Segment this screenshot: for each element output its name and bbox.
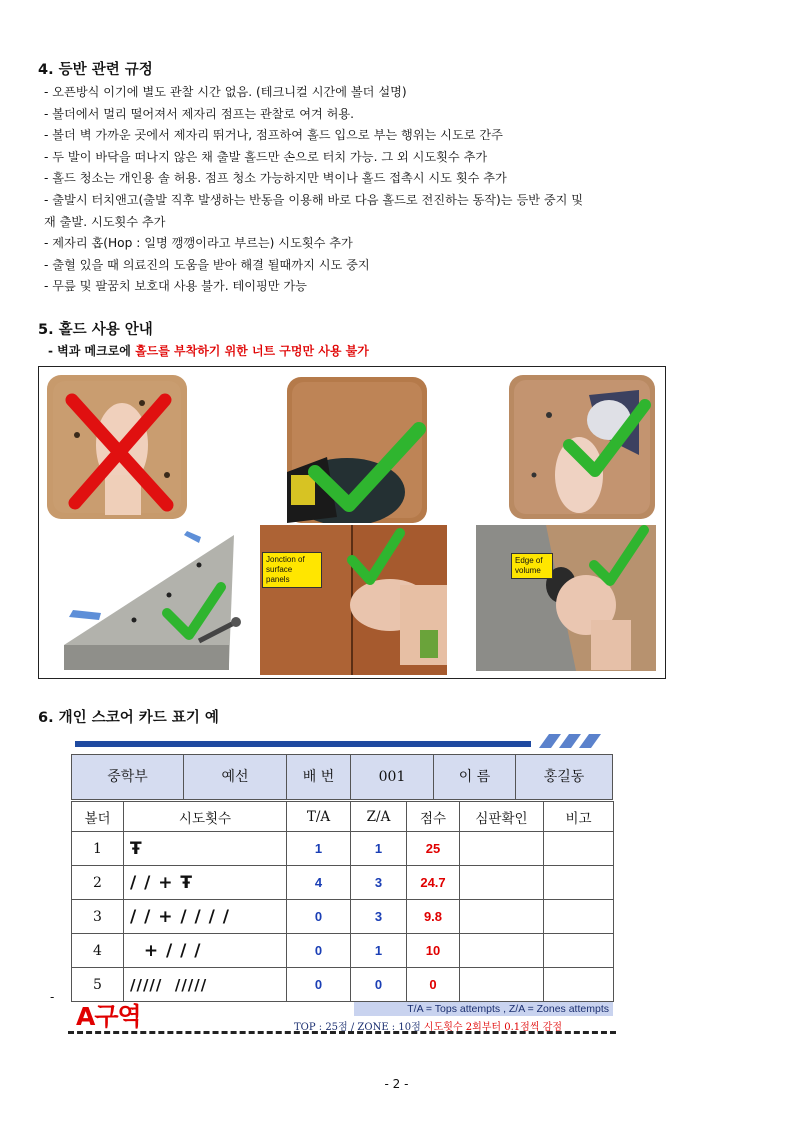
photo-hold-ok bbox=[287, 377, 427, 523]
photo-volume-ok bbox=[509, 375, 655, 519]
legend: T/A = Tops attempts , Z/A = Zones attempts bbox=[354, 1002, 613, 1016]
red-x-icon bbox=[47, 375, 187, 519]
rules-list bbox=[44, 82, 583, 298]
remarks-cell bbox=[544, 866, 614, 900]
list-item: - 오픈방식 이기에 별도 관찰 시간 없음. (테크니컬 시간에 볼더 설명) bbox=[44, 85, 407, 99]
top-attempts: 1 bbox=[287, 832, 351, 866]
list-item: 재 출발. 시도횟수 추가 bbox=[44, 214, 166, 229]
table-row bbox=[72, 900, 614, 934]
hold-usage-photos bbox=[38, 366, 666, 679]
name-value: 홍길동 bbox=[543, 769, 585, 785]
table-row bbox=[72, 832, 614, 866]
page-number: - 2 - bbox=[384, 1077, 409, 1091]
card-header bbox=[71, 754, 613, 800]
check-icon bbox=[476, 525, 656, 671]
list-item: - 제자리 홉(Hop : 일명 깽깽이라고 부르는) 시도횟수 추가 bbox=[44, 236, 353, 251]
list-item: - 출발시 터치앤고(출발 직후 발생하는 반동을 이용해 바로 다음 홀드로 전진하는 동작)는 등반 중지 및 bbox=[44, 192, 584, 207]
list-item: - 볼더 벽 가까운 곳에서 제자리 뛰거나, 점프하여 홀드 입으로 부는 행위는 시도로 간주 bbox=[44, 128, 503, 143]
photo-volume-screw bbox=[49, 525, 254, 670]
stripes-decoration bbox=[531, 734, 611, 748]
zone-attempts: 3 bbox=[351, 900, 407, 934]
photo-volume-edge bbox=[476, 525, 656, 671]
score-table bbox=[71, 801, 614, 1002]
zone-attempts: 1 bbox=[351, 832, 407, 866]
round: 예선 bbox=[184, 755, 287, 799]
table-row bbox=[72, 866, 614, 900]
top-attempts: 0 bbox=[287, 934, 351, 968]
score-card bbox=[68, 732, 616, 1037]
score-value: 25 bbox=[407, 832, 460, 866]
zone-attempts: 3 bbox=[351, 866, 407, 900]
table-row bbox=[72, 968, 614, 1002]
boulder-number: 5 bbox=[72, 968, 124, 1002]
section-5-title: 5. 홀드 사용 안내 bbox=[38, 322, 153, 338]
scoring-rule-penalty: 시도횟수 2회부터 0.1점씩 감점 bbox=[423, 1022, 562, 1033]
list-item: - 무릎 및 팔꿈치 보호대 사용 불가. 테이핑만 가능 bbox=[44, 279, 307, 294]
table-row bbox=[72, 934, 614, 968]
boulder-number: 3 bbox=[72, 900, 124, 934]
hold-note-warning: 홀드를 부착하기 위한 너트 구멍만 사용 불가 bbox=[135, 344, 369, 358]
photo-panel-junction bbox=[260, 525, 447, 675]
dashed-line bbox=[68, 1031, 616, 1034]
col-za: Z/A bbox=[351, 802, 407, 832]
col-judge: 심판확인 bbox=[460, 802, 544, 832]
list-item: - 출혈 있을 때 의료진의 도움을 받아 해결 될때까지 시도 중지 bbox=[44, 257, 370, 272]
division: 중학부 bbox=[72, 755, 184, 799]
margin-dash: - bbox=[50, 990, 55, 1004]
bib-label: 배 번 bbox=[287, 755, 351, 799]
judge-cell bbox=[460, 866, 544, 900]
judge-cell bbox=[460, 832, 544, 866]
judge-cell bbox=[460, 934, 544, 968]
check-icon bbox=[509, 375, 655, 519]
col-ta: T/A bbox=[287, 802, 351, 832]
check-icon bbox=[260, 525, 447, 675]
zone-label: A구역 bbox=[76, 1002, 141, 1031]
zone-attempts: 0 bbox=[351, 968, 407, 1002]
attempt-marks: + / / / bbox=[124, 934, 287, 968]
section-4-title: 4. 등반 관련 규정 bbox=[38, 62, 153, 78]
check-icon bbox=[287, 377, 427, 523]
table-header-row bbox=[72, 802, 614, 832]
zone-attempts: 1 bbox=[351, 934, 407, 968]
label-edge: Edge of volume bbox=[511, 553, 553, 579]
top-attempts: 4 bbox=[287, 866, 351, 900]
label-junction: Jonction of surface panels bbox=[262, 552, 322, 588]
list-item: - 볼더에서 멀리 떨어져서 제자리 점프는 관찰로 여겨 허용. bbox=[44, 106, 355, 121]
hold-note-prefix: - 벽과 메크로에 bbox=[48, 344, 136, 358]
hold-note bbox=[48, 342, 369, 359]
check-icon bbox=[49, 525, 254, 670]
attempt-marks: / / + Ŧ bbox=[124, 866, 287, 900]
list-item: - 홀드 청소는 개인용 솔 허용. 점프 청소 가능하지만 벽이나 홀드 접촉시 시도 횟수 추가 bbox=[44, 171, 507, 186]
col-score: 점수 bbox=[407, 802, 460, 832]
score-value: 10 bbox=[407, 934, 460, 968]
remarks-cell bbox=[544, 968, 614, 1002]
col-remarks: 비고 bbox=[544, 802, 614, 832]
photo-wrong-usage bbox=[47, 375, 187, 519]
attempt-marks: ///// ///// bbox=[124, 968, 287, 1002]
boulder-number: 1 bbox=[72, 832, 124, 866]
judge-cell bbox=[460, 968, 544, 1002]
score-value: 0 bbox=[407, 968, 460, 1002]
col-boulder: 볼더 bbox=[72, 802, 124, 832]
score-value: 9.8 bbox=[407, 900, 460, 934]
boulder-number: 2 bbox=[72, 866, 124, 900]
section-6-title: 6. 개인 스코어 카드 표기 예 bbox=[38, 710, 219, 726]
scoring-rule-points: TOP : 25점 / ZONE : 10점 bbox=[294, 1022, 424, 1033]
remarks-cell bbox=[544, 934, 614, 968]
remarks-cell bbox=[544, 832, 614, 866]
list-item: - 두 발이 바닥을 떠나지 않은 채 출발 홀드만 손으로 터치 가능. 그 외 시도횟수 추가 bbox=[44, 149, 488, 164]
attempt-marks: / / + / / / / bbox=[124, 900, 287, 934]
top-attempts: 0 bbox=[287, 968, 351, 1002]
judge-cell bbox=[460, 900, 544, 934]
boulder-number: 4 bbox=[72, 934, 124, 968]
bib-number: 001 bbox=[351, 755, 434, 799]
top-attempts: 0 bbox=[287, 900, 351, 934]
attempt-marks: Ŧ bbox=[124, 832, 287, 866]
blue-bar bbox=[75, 741, 531, 747]
col-attempts: 시도횟수 bbox=[124, 802, 287, 832]
name-label: 이 름 bbox=[434, 755, 516, 799]
score-value: 24.7 bbox=[407, 866, 460, 900]
remarks-cell bbox=[544, 900, 614, 934]
